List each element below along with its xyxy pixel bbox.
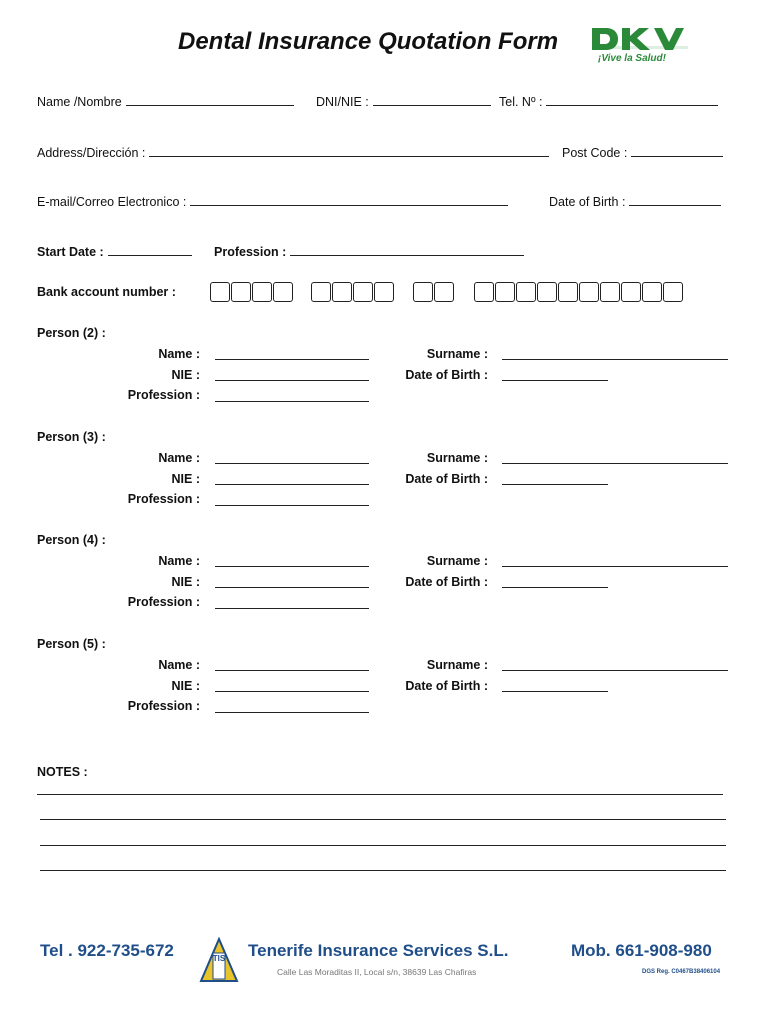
person-nie-input[interactable] — [215, 691, 369, 692]
dob-field[interactable] — [549, 194, 721, 209]
person-dob-input[interactable] — [502, 691, 608, 692]
bank-label: Bank account number : — [37, 285, 176, 299]
person-label: Person (4) : — [37, 533, 106, 547]
footer-tel: Tel . 922-735-672 — [40, 941, 174, 960]
bank-digit-box[interactable] — [374, 282, 394, 302]
bank-digit-box[interactable] — [621, 282, 641, 302]
bank-digit-box[interactable] — [273, 282, 293, 302]
person-profession-label: Profession : — [127, 492, 200, 506]
person-surname-input[interactable] — [502, 359, 728, 360]
bank-digit-box[interactable] — [332, 282, 352, 302]
person-profession-input[interactable] — [215, 505, 369, 506]
person-nie-label: NIE : — [171, 472, 200, 486]
notes-line[interactable] — [37, 794, 723, 795]
person-label: Person (2) : — [37, 326, 106, 340]
footer-company: Tenerife Insurance Services S.L. — [248, 941, 509, 960]
person-name-input[interactable] — [215, 463, 369, 464]
person-profession-label: Profession : — [127, 699, 200, 713]
start-date-label: Start Date : — [37, 245, 104, 259]
tel-label: Tel. Nº : — [499, 95, 543, 109]
person-surname-input[interactable] — [502, 670, 728, 671]
bank-digit-box[interactable] — [642, 282, 662, 302]
person-dob-label: Date of Birth : — [405, 368, 488, 382]
bank-digit-box[interactable] — [516, 282, 536, 302]
person-profession-input[interactable] — [215, 401, 369, 402]
person-profession-input[interactable] — [215, 608, 369, 609]
person-name-input[interactable] — [215, 670, 369, 671]
person-profession-label: Profession : — [127, 388, 200, 402]
person-label: Person (3) : — [37, 430, 106, 444]
footer-mob: Mob. 661-908-980 — [571, 941, 712, 960]
bank-digit-box[interactable] — [353, 282, 373, 302]
person-name-label: Name : — [158, 554, 200, 568]
person-nie-input[interactable] — [215, 484, 369, 485]
postcode-label: Post Code : — [562, 146, 628, 160]
person-nie-label: NIE : — [171, 679, 200, 693]
notes-line[interactable] — [40, 845, 726, 846]
person-nie-input[interactable] — [215, 380, 369, 381]
postcode-field[interactable] — [562, 145, 723, 160]
person-profession-label: Profession : — [127, 595, 200, 609]
person-surname-label: Surname : — [426, 451, 488, 465]
bank-digit-box[interactable] — [600, 282, 620, 302]
email-label: E-mail/Correo Electronico : — [37, 195, 187, 209]
person-name-label: Name : — [158, 347, 200, 361]
page-title: Dental Insurance Quotation Form — [178, 28, 559, 55]
person-name-label: Name : — [158, 451, 200, 465]
person-surname-label: Surname : — [426, 347, 488, 361]
logo-tagline: ¡Vive la Salud! — [598, 53, 666, 64]
bank-digit-box[interactable] — [434, 282, 454, 302]
bank-digit-box[interactable] — [558, 282, 578, 302]
profession-label: Profession : — [214, 245, 287, 259]
start-date-field[interactable] — [37, 244, 192, 259]
person-name-label: Name : — [158, 658, 200, 672]
person-dob-label: Date of Birth : — [405, 679, 488, 693]
tis-badge-letters: TIS — [212, 954, 226, 963]
bank-digit-box[interactable] — [579, 282, 599, 302]
notes-line[interactable] — [40, 870, 726, 871]
bank-digit-box[interactable] — [311, 282, 331, 302]
bank-digit-box[interactable] — [413, 282, 433, 302]
person-surname-label: Surname : — [426, 658, 488, 672]
address-field[interactable] — [37, 145, 549, 160]
notes-line[interactable] — [40, 819, 726, 820]
bank-digit-box[interactable] — [231, 282, 251, 302]
person-surname-input[interactable] — [502, 566, 728, 567]
address-label: Address/Dirección : — [37, 146, 146, 160]
dni-field[interactable] — [316, 94, 491, 109]
person-dob-input[interactable] — [502, 380, 608, 381]
footer-address: Calle Las Moraditas II, Local s/n, 38639 Las Chafiras — [277, 967, 477, 977]
person-nie-label: NIE : — [171, 575, 200, 589]
bank-digit-box[interactable] — [537, 282, 557, 302]
email-field[interactable] — [37, 194, 508, 209]
person-dob-label: Date of Birth : — [405, 575, 488, 589]
name-field[interactable] — [37, 94, 294, 109]
bank-digit-box[interactable] — [474, 282, 494, 302]
dob-label: Date of Birth : — [549, 195, 626, 209]
person-name-input[interactable] — [215, 359, 369, 360]
dni-label: DNI/NIE : — [316, 95, 369, 109]
bank-digit-box[interactable] — [210, 282, 230, 302]
person-surname-label: Surname : — [426, 554, 488, 568]
bank-digit-box[interactable] — [495, 282, 515, 302]
person-label: Person (5) : — [37, 637, 106, 651]
person-dob-input[interactable] — [502, 587, 608, 588]
person-name-input[interactable] — [215, 566, 369, 567]
person-nie-input[interactable] — [215, 587, 369, 588]
name-label: Name /Nombre — [37, 95, 122, 109]
tel-field[interactable] — [499, 94, 718, 109]
person-profession-input[interactable] — [215, 712, 369, 713]
notes-label: NOTES : — [37, 765, 88, 779]
person-dob-input[interactable] — [502, 484, 608, 485]
person-dob-label: Date of Birth : — [405, 472, 488, 486]
bank-digit-box[interactable] — [663, 282, 683, 302]
footer-reg: DGS Reg. C0467B38406104 — [642, 969, 721, 975]
person-nie-label: NIE : — [171, 368, 200, 382]
profession-field[interactable] — [214, 244, 524, 259]
person-surname-input[interactable] — [502, 463, 728, 464]
bank-digit-box[interactable] — [252, 282, 272, 302]
